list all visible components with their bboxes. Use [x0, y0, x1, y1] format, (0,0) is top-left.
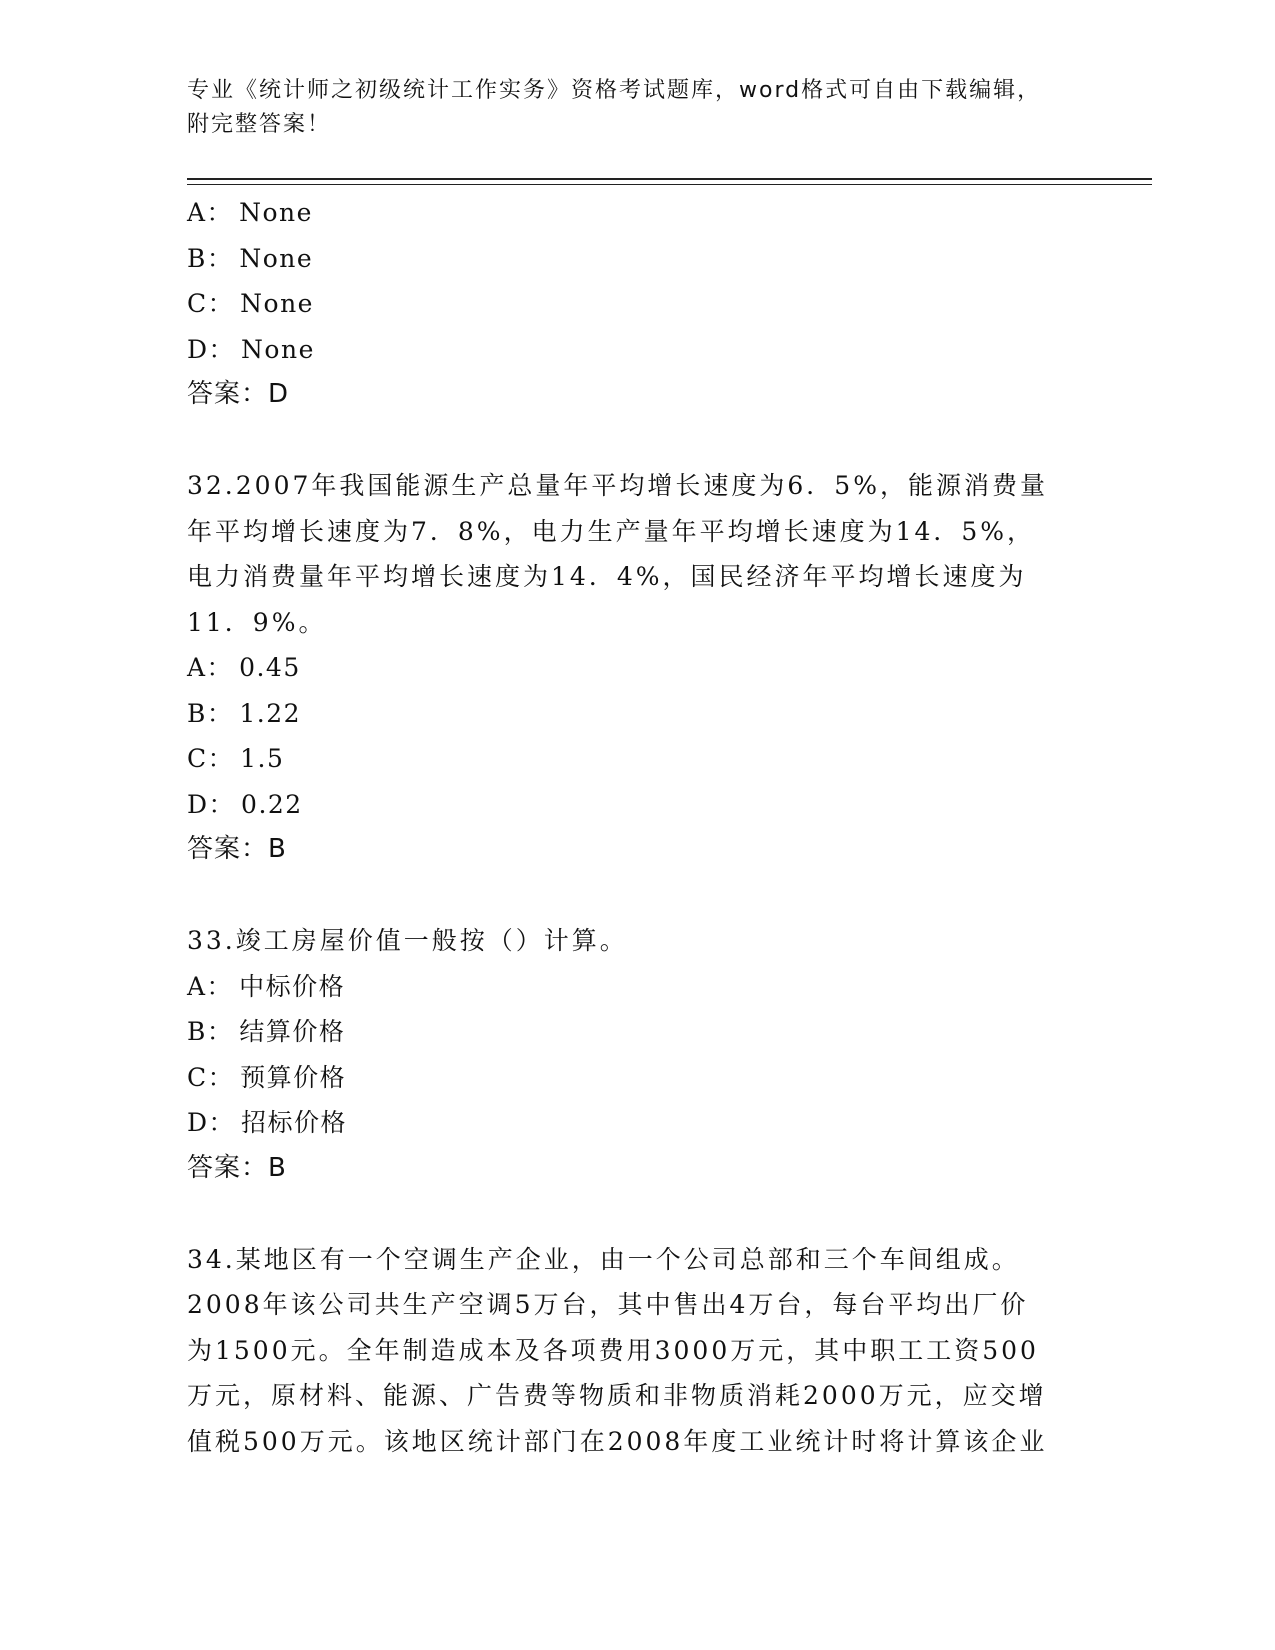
header-divider-thin [187, 184, 1152, 185]
answer-line: 答案：D [187, 379, 290, 409]
option-value: None [239, 243, 314, 273]
question-list [187, 190, 1087, 1464]
option-value: None [241, 334, 315, 364]
option-d [187, 327, 1087, 373]
option-a [187, 964, 1087, 1010]
answer-line: 答案：B [187, 1152, 287, 1183]
option-d [187, 1100, 1087, 1146]
question-text-line: 值税500万元。该地区统计部门在2008年度工业统计时将计算该企业 [187, 1426, 1048, 1456]
question-text-line: 11．9%。 [187, 607, 327, 637]
question-31 [187, 190, 1087, 418]
header-line-1: 专业《统计师之初级统计工作实务》资格考试题库，word格式可自由下载编辑， [187, 78, 1042, 103]
option-d [187, 782, 1087, 828]
option-label: A： [187, 653, 234, 682]
option-label: C： [187, 744, 235, 773]
option-c [187, 1055, 1087, 1101]
option-c [187, 281, 1087, 327]
document-header [187, 74, 1067, 142]
option-value: 预算价格 [240, 1062, 347, 1092]
option-label: B： [187, 698, 234, 728]
option-label: C： [187, 1062, 235, 1092]
option-value: 1.22 [239, 698, 302, 728]
spacer [187, 418, 1087, 464]
option-value: None [240, 289, 314, 318]
option-label: B： [187, 1017, 234, 1046]
header-line-2: 附完整答案！ [187, 112, 332, 137]
question-text-line: 34.某地区有一个空调生产企业，由一个公司总部和三个车间组成。 [187, 1244, 1020, 1274]
spacer [187, 1191, 1087, 1237]
question-text-line: 2008年该公司共生产空调5万台，其中售出4万台，每台平均出厂价 [187, 1290, 1029, 1319]
option-value: 0.45 [239, 653, 301, 682]
option-a [187, 645, 1087, 691]
question-text-line: 电力消费量年平均增长速度为14．4%，国民经济年平均增长速度为 [187, 562, 1027, 591]
option-b [187, 691, 1087, 737]
option-value: 结算价格 [239, 1017, 346, 1046]
option-c [187, 736, 1087, 782]
question-text-line: 为1500元。全年制造成本及各项费用3000万元，其中职工工资500 [187, 1335, 1039, 1365]
option-value: 0.22 [241, 789, 303, 819]
question-text-line: 年平均增长速度为7．8%，电力生产量年平均增长速度为14．5%， [187, 516, 1036, 546]
spacer [187, 873, 1087, 919]
question-text-line: 万元，原材料、能源、广告费等物质和非物质消耗2000万元，应交增 [187, 1381, 1047, 1410]
answer-line: 答案：B [187, 834, 287, 864]
option-value: None [239, 198, 313, 227]
option-label: A： [187, 971, 234, 1001]
option-value: 中标价格 [239, 971, 346, 1001]
option-label: D： [187, 1108, 236, 1137]
question-34 [187, 1237, 1087, 1465]
option-a [187, 190, 1087, 236]
question-text-line: 32.2007年我国能源生产总量年平均增长速度为6．5%，能源消费量 [187, 471, 1048, 500]
question-text-line: 33.竣工房屋价值一般按（）计算。 [187, 926, 628, 955]
option-label: D： [187, 789, 236, 819]
option-label: A： [187, 198, 234, 227]
option-b [187, 236, 1087, 282]
option-label: B： [187, 243, 234, 273]
option-value: 1.5 [240, 744, 285, 773]
header-divider-thick [187, 178, 1152, 180]
question-32 [187, 463, 1087, 873]
option-value: 招标价格 [241, 1108, 348, 1137]
option-b [187, 1009, 1087, 1055]
option-label: C： [187, 289, 235, 318]
option-label: D： [187, 334, 236, 364]
question-33 [187, 918, 1087, 1191]
